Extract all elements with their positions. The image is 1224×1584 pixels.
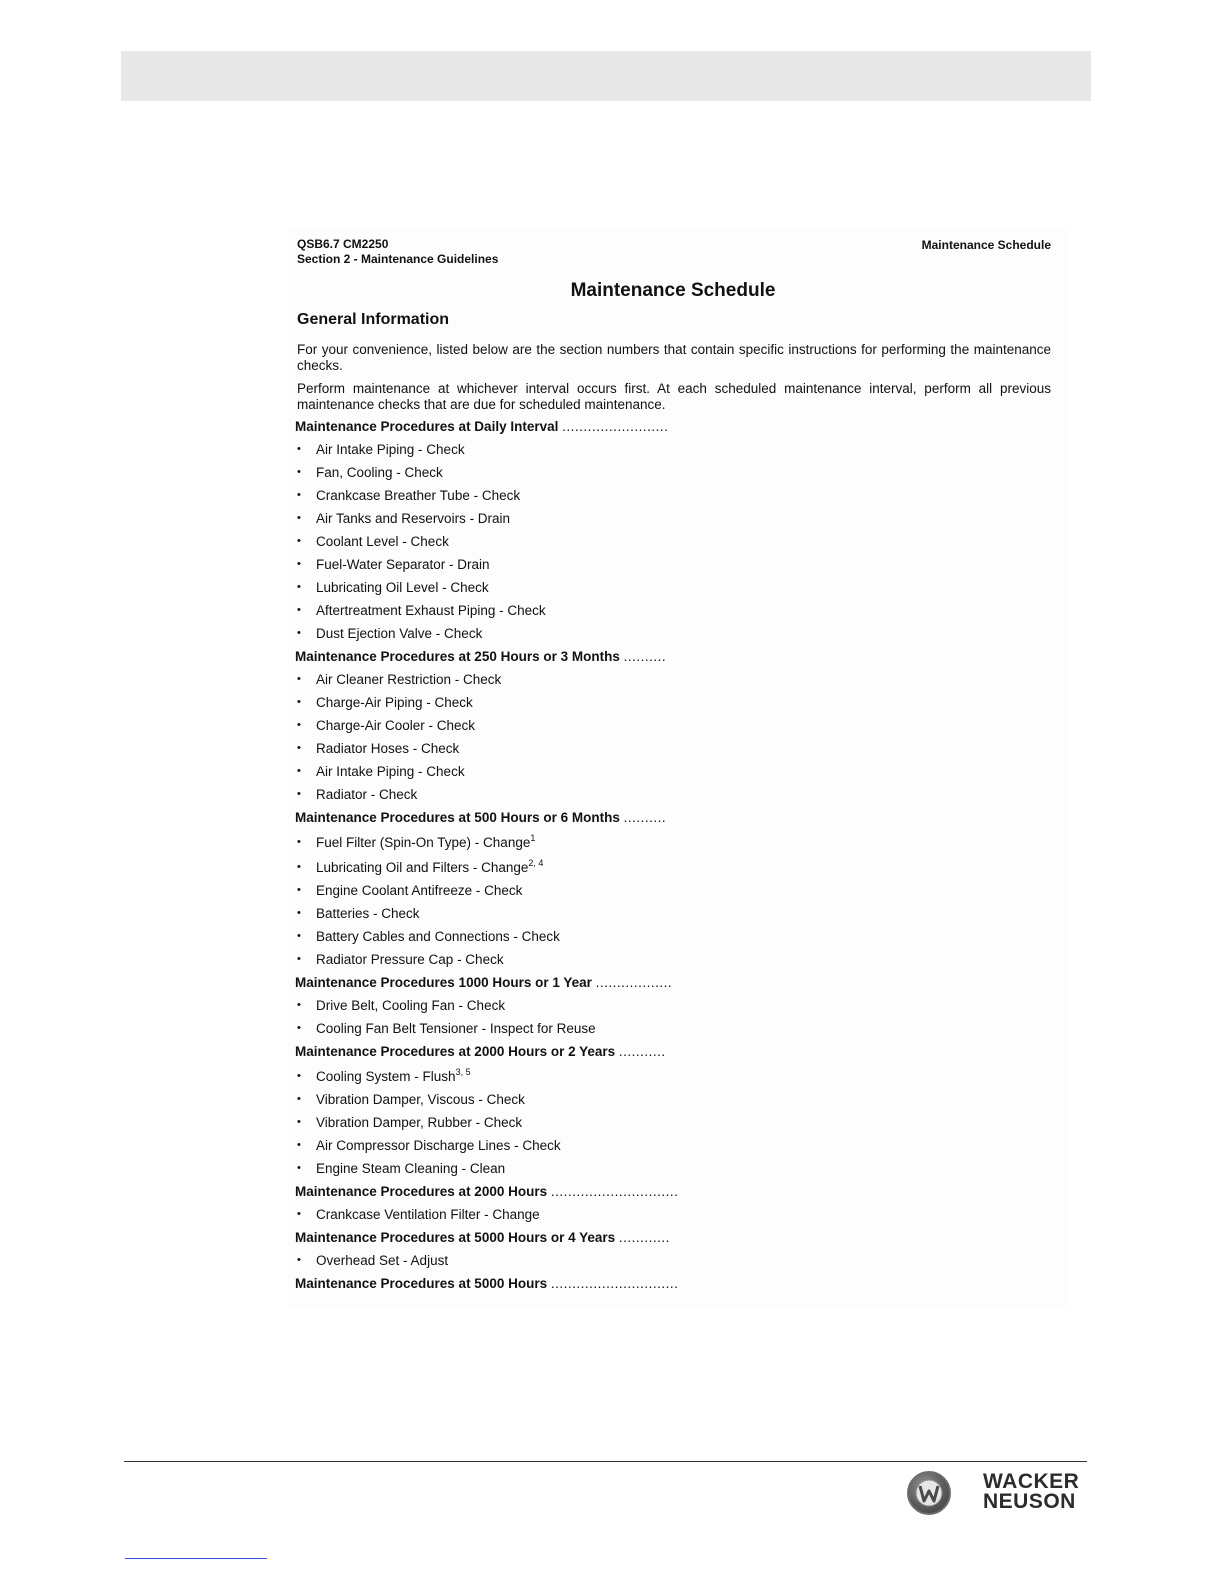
footnote-ref: 3, 5 [455, 1067, 471, 1077]
list-item: • Charge-Air Piping - Check [297, 695, 473, 710]
footnote-ref: 2, 4 [528, 858, 544, 868]
top-header-band [121, 51, 1091, 101]
procedure-heading: Maintenance Procedures at 2000 Hours .............................. [295, 1184, 679, 1199]
general-information-heading: General Information [297, 311, 450, 328]
list-item: • Dust Ejection Valve - Check [297, 626, 483, 641]
list-item: • Vibration Damper, Rubber - Check [297, 1115, 523, 1130]
procedure-heading: Maintenance Procedures 1000 Hours or 1 Year .................. [295, 975, 673, 990]
procedure-heading: Maintenance Procedures at 250 Hours or 3 Months .......... [295, 649, 667, 664]
list-item: • Cooling Fan Belt Tensioner - Inspect for Reuse [297, 1021, 596, 1036]
list-item: • Engine Coolant Antifreeze - Check [297, 883, 523, 898]
list-item: • Fuel-Water Separator - Drain [297, 557, 490, 572]
running-header-left [297, 237, 498, 267]
list-item: • Aftertreatment Exhaust Piping - Check [297, 603, 546, 618]
brand-wordmark [983, 1472, 1079, 1512]
list-item: • Engine Steam Cleaning - Clean [297, 1161, 506, 1176]
list-item: • Drive Belt, Cooling Fan - Check [297, 998, 506, 1013]
procedure-heading: Maintenance Procedures at 2000 Hours or 2 Years ........... [295, 1044, 666, 1059]
running-header-right: Maintenance Schedule [921, 238, 1051, 252]
brand-line-2: NEUSON [983, 1490, 1076, 1513]
list-item: • Fuel Filter (Spin-On Type) - Change$^1$ [297, 833, 536, 850]
list-item: • Air Intake Piping - Check [297, 442, 465, 457]
header-section: Section 2 - Maintenance Guidelines [297, 252, 499, 266]
wacker-neuson-logo-icon [907, 1471, 951, 1515]
list-item: • Vibration Damper, Viscous - Check [297, 1092, 525, 1107]
link-underline[interactable] [125, 1558, 267, 1559]
list-item: • Lubricating Oil and Filters - Change$^{2, 4}$ [297, 858, 544, 875]
list-item: • Radiator - Check [297, 787, 418, 802]
list-item: • Radiator Pressure Cap - Check [297, 952, 504, 967]
list-item: • Cooling System - Flush$^{3, 5}$ [297, 1067, 471, 1084]
list-item: • Radiator Hoses - Check [297, 741, 460, 756]
list-item: • Crankcase Breather Tube - Check [297, 488, 521, 503]
intro-paragraph: For your convenience, listed below are the section numbers that contain specific instructions for performing the maintenance checks. [297, 342, 1051, 373]
list-item: • Air Cleaner Restriction - Check [297, 672, 502, 687]
procedure-heading: Maintenance Procedures at 500 Hours or 6 Months .......... [295, 810, 667, 825]
interval-paragraph: Perform maintenance at whichever interval occurs first. At each scheduled maintenance interval, perform all previous maintenance checks that are due for scheduled maintenance. [297, 381, 1051, 412]
procedure-heading: Maintenance Procedures at 5000 Hours .............................. [295, 1276, 679, 1291]
list-item: • Fan, Cooling - Check [297, 465, 443, 480]
footnote-ref: 1 [530, 833, 536, 843]
page-title: Maintenance Schedule [570, 280, 776, 301]
w-mark-icon [909, 1473, 949, 1513]
list-item: • Crankcase Ventilation Filter - Change [297, 1207, 540, 1222]
list-item: • Charge-Air Cooler - Check [297, 718, 476, 733]
list-item: • Air Intake Piping - Check [297, 764, 465, 779]
procedure-heading: Maintenance Procedures at 5000 Hours or 4 Years ............ [295, 1230, 670, 1245]
brand-line-1: WACKER [983, 1470, 1080, 1493]
procedure-heading: Maintenance Procedures at Daily Interval ......................... [295, 419, 669, 434]
maintenance-schedule-list [295, 415, 695, 1295]
list-item: • Lubricating Oil Level - Check [297, 580, 489, 595]
footer-divider [124, 1461, 1087, 1462]
list-item: • Coolant Level - Check [297, 534, 449, 549]
header-model: QSB6.7 CM2250 [297, 237, 389, 251]
list-item: • Air Tanks and Reservoirs - Drain [297, 511, 511, 526]
list-item: • Batteries - Check [297, 906, 420, 921]
list-item: • Overhead Set - Adjust [297, 1253, 449, 1268]
list-item: • Air Compressor Discharge Lines - Check [297, 1138, 561, 1153]
list-item: • Battery Cables and Connections - Check [297, 929, 560, 944]
